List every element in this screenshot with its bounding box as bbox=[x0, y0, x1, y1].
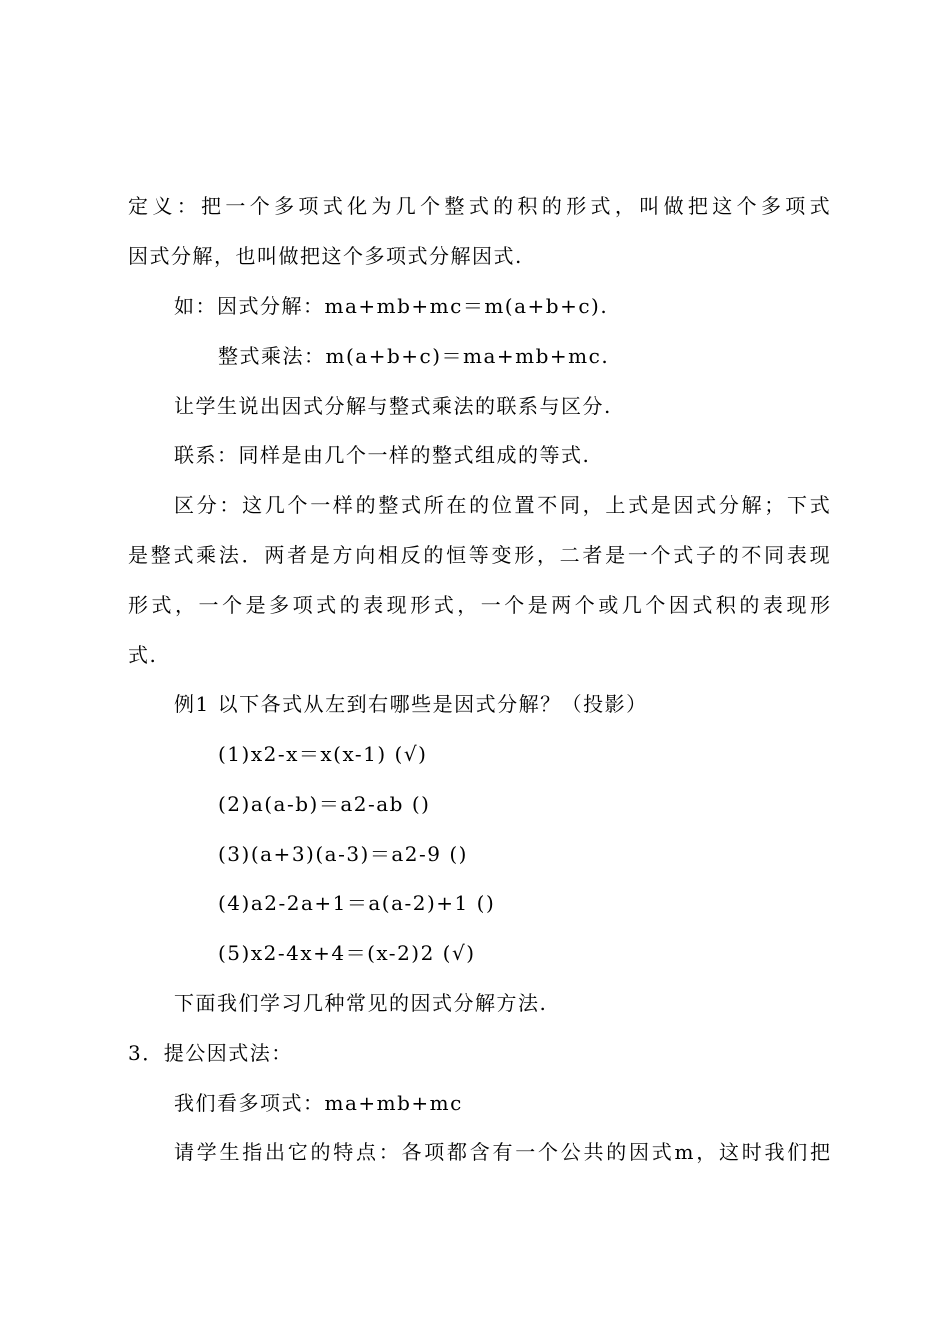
difference-line-1: 区 分 ： 这 几 个 一 样 的 整 式 所 在 的 位 置 不 同 ， 上 式 是 因 式 分 解 ； 下 式 bbox=[174, 493, 830, 517]
prompt-relation: 让学生说出因式分解与整式乘法的联系与区分. bbox=[174, 394, 612, 418]
methods-intro: 下面我们学习几种常见的因式分解方法. bbox=[174, 991, 548, 1015]
definition-line-2: 因式分解，也叫做把这个多项式分解因式. bbox=[128, 244, 523, 268]
polynomial-text: 我们看多项式：ma+mb+mc bbox=[174, 1091, 463, 1115]
example-item-1: (1)x2-x＝x(x-1) (√) bbox=[218, 742, 428, 766]
example-multiplication: 整式乘法：m(a+b+c)＝ma+mb+mc. bbox=[218, 344, 610, 368]
relation-text: 联系：同样是由几个一样的整式组成的等式. bbox=[174, 443, 591, 467]
example1-title: 例1 以下各式从左到右哪些是因式分解？（投影） bbox=[174, 692, 648, 716]
difference-line-4: 式. bbox=[128, 643, 158, 667]
difference-line-2: 是 整 式 乘 法 ． 两 者 是 方 向 相 反 的 恒 等 变 形 ， 二 者 是 一 个 式 子 的 不 同 表 现 bbox=[128, 543, 830, 567]
difference-line-3: 形 式 ， 一 个 是 多 项 式 的 表 现 形 式 ， 一 个 是 两 个 或 几 个 因 式 积 的 表 现 形 bbox=[128, 593, 830, 617]
example-item-2: (2)a(a-b)＝a2-ab () bbox=[218, 792, 431, 816]
example-item-5: (5)x2-4x+4＝(x-2)2 (√) bbox=[218, 941, 476, 965]
section-3-title: 3．提公因式法： bbox=[128, 1041, 293, 1065]
example-item-3: (3)(a+3)(a-3)＝a2-9 () bbox=[218, 842, 468, 866]
features-text: 请 学 生 指 出 它 的 特 点 ： 各 项 都 含 有 一 个 公 共 的 因 式 m ， 这 时 我 们 把 bbox=[174, 1140, 830, 1164]
example-item-4: (4)a2-2a+1＝a(a-2)+1 () bbox=[218, 891, 496, 915]
example-factorization: 如：因式分解：ma+mb+mc＝m(a+b+c). bbox=[174, 294, 609, 318]
definition-line-1: 定 义 ： 把 一 个 多 项 式 化 为 几 个 整 式 的 积 的 形 式 ， 叫 做 把 这 个 多 项 式 bbox=[128, 194, 830, 218]
